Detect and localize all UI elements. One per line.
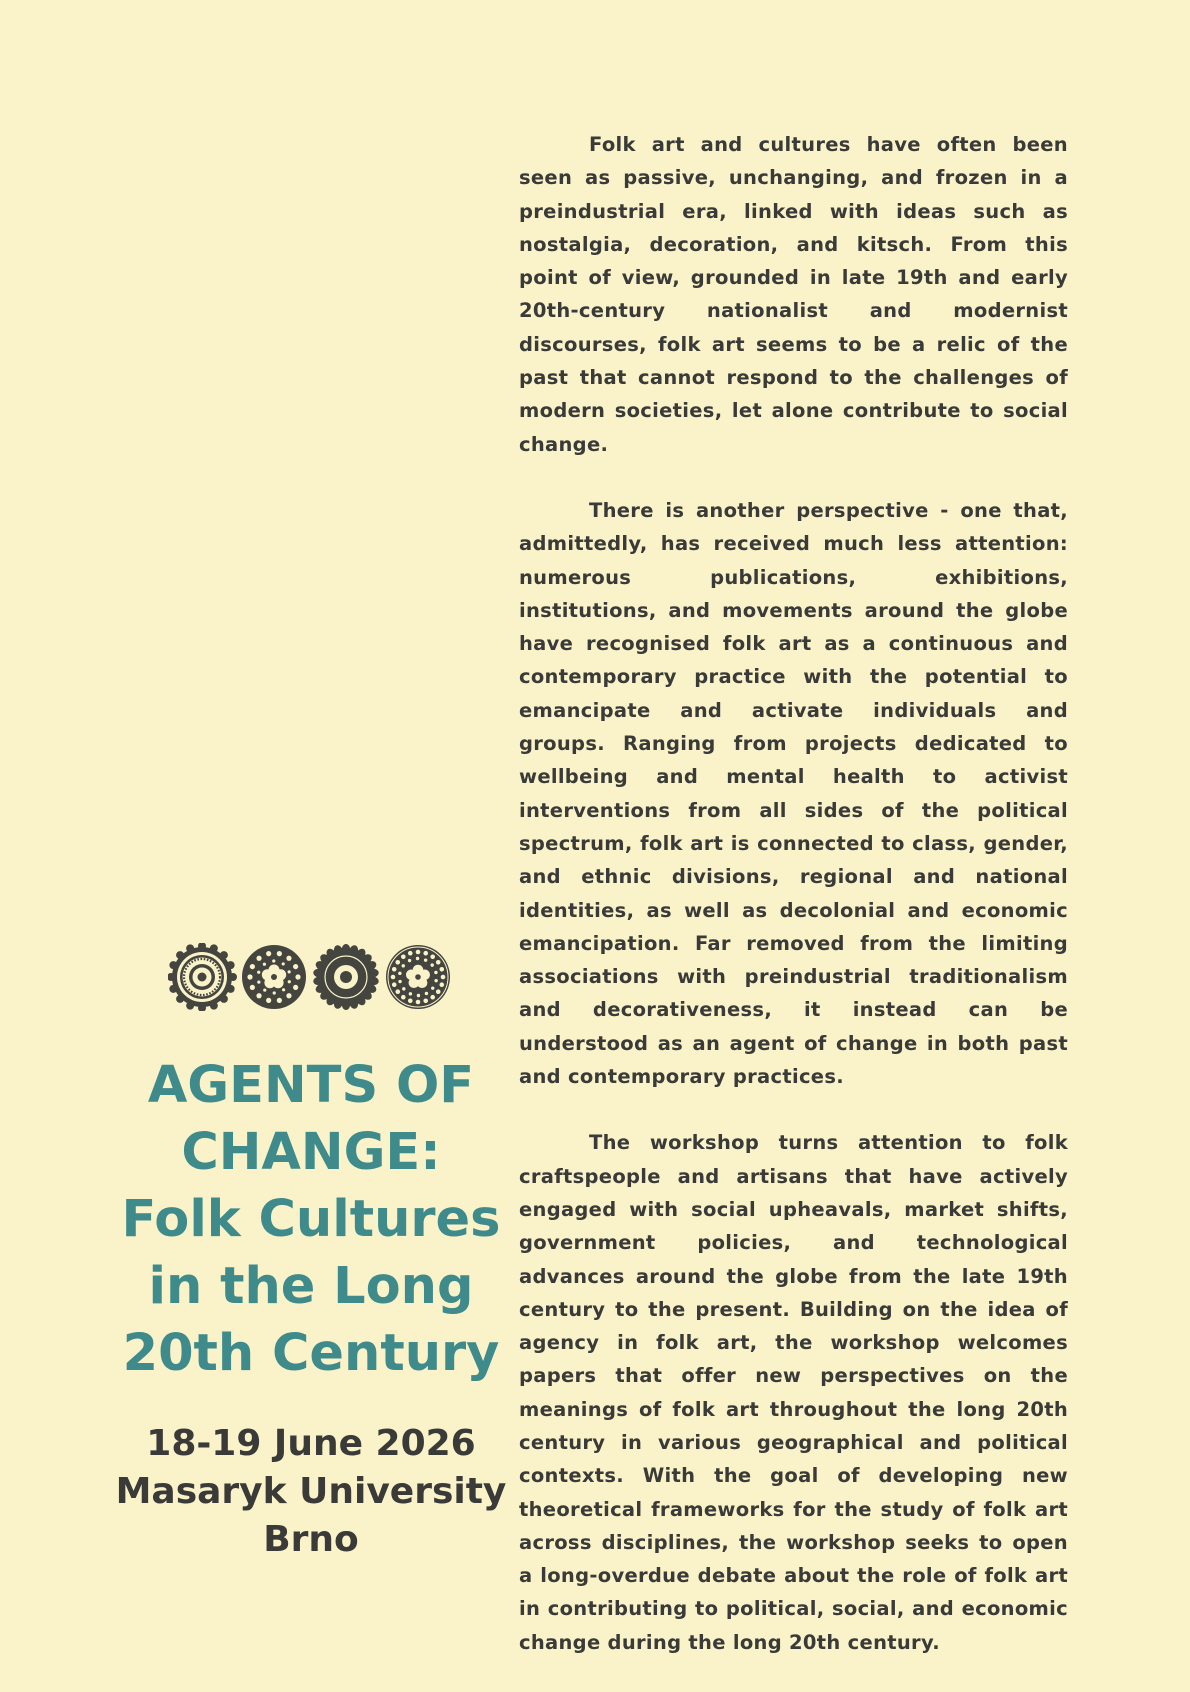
ornament-row [168, 943, 454, 1011]
flower-dots-icon [242, 945, 306, 1009]
paragraph-workshop: The workshop turns attention to folk craftspeople and artisans that have actively engaged with social upheavals, market shifts, government policies, and technological advances around the globe from the late 19th century to the present. Building on the idea of agency in folk art, the workshop welcomes papers that offer new perspectives on the meanings of folk art throughout the long 20th century in various geographical and political contexts. With the goal of developing new theoretical frameworks for the study of folk art across disciplines, the workshop seeks to open a long-overdue debate about the role of folk art in contributing to political, social, and economic change during the long 20th century. [519, 1131, 1068, 1654]
title-line: AGENTS OF [147, 1056, 475, 1115]
paragraph-intro: Folk art and cultures have often been seen as passive, unchanging, and frozen in a preindustrial era, linked with ideas such as nostalgia, decoration, and kitsch. From this point of view, grounded in late 19th and early 20th-century nationalist and modernist discourses, folk art seems to be a relic of the past that cannot respond to the challenges of modern societies, let alone contribute to social change. [519, 133, 1068, 456]
title-line: CHANGE: [181, 1123, 441, 1182]
sun-ring-icon [168, 943, 237, 1011]
event-venue: Masaryk University [115, 1471, 507, 1512]
event-title [100, 1052, 522, 1387]
title-line: 20th Century [122, 1324, 500, 1383]
event-city: Brno [263, 1519, 359, 1560]
event-details [100, 1420, 522, 1564]
title-line: in the Long [148, 1257, 474, 1316]
body-text [519, 128, 1068, 1692]
daisy-ring-icon [313, 944, 380, 1010]
flower-beads-icon [386, 945, 450, 1009]
event-date: 18-19 June 2026 [146, 1423, 476, 1464]
title-line: Folk Cultures [121, 1190, 501, 1249]
paragraph-perspective: There is another perspective - one that, admittedly, has received much less attention: numerous publications, exhibitions, institutions, and movements around the globe have recognised folk art as a continuous and contemporary practice with the potential to emancipate and activate individuals and groups. Ranging from projects dedicated to wellbeing and mental health to activist interventions from all sides of the political spectrum, folk art is connected to class, gender, and ethnic divisions, regional and national identities, as well as decolonial and economic emancipation. Far removed from the limiting associations with preindustrial traditionalism and decorativeness, it instead can be understood as an agent of change in both past and contemporary practices. [519, 498, 1068, 1089]
